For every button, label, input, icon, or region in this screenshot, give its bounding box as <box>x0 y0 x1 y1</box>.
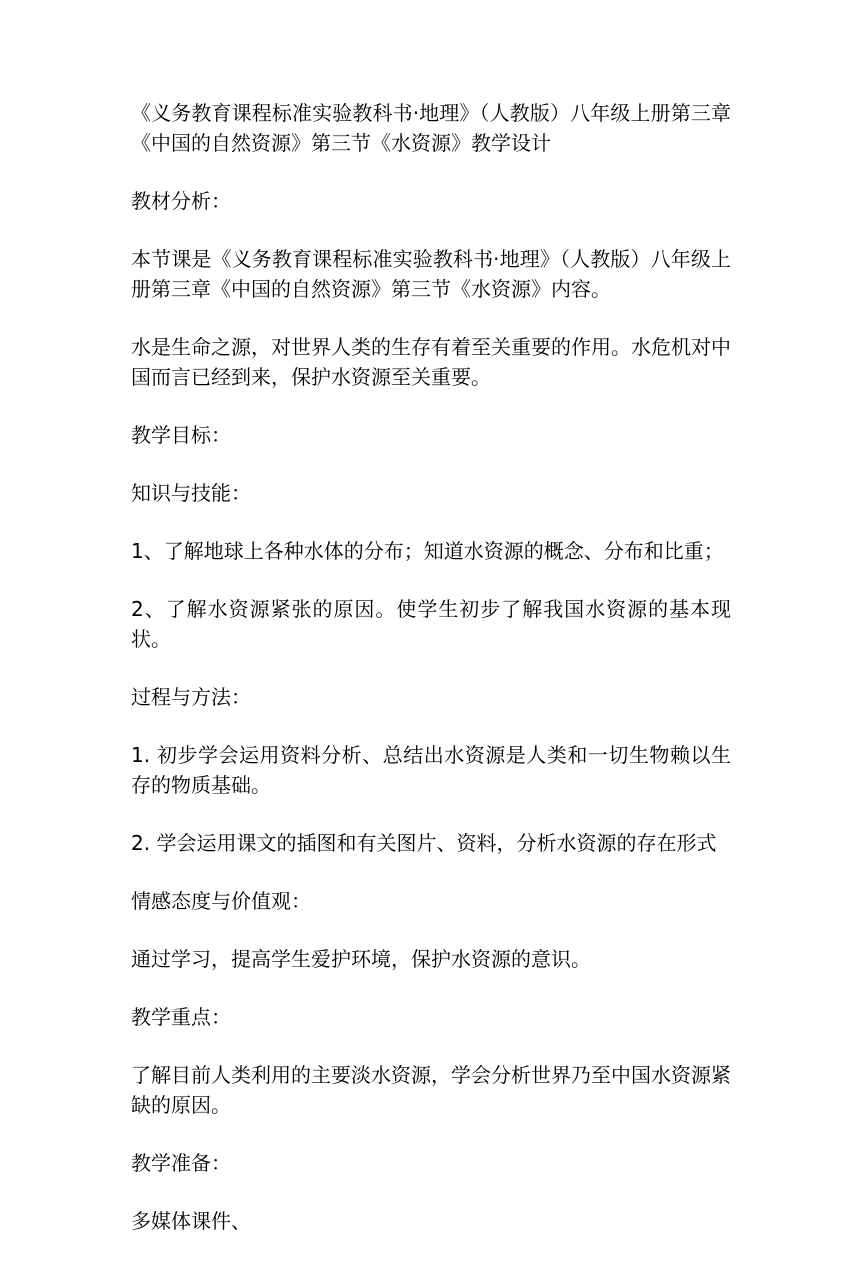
document-title: 《义务教育课程标准实验教科书·地理》（人教版）八年级上册第三章《中国的自然资源》第三节《水资源》教学设计 <box>131 101 731 155</box>
heading-material-analysis: 教材分析： <box>131 189 231 213</box>
paragraph-lesson-intro: 本节课是《义务教育课程标准实验教科书·地理》（人教版）八年级上册第三章《中国的自然资源》第三节《水资源》内容。 <box>131 247 731 301</box>
heading-knowledge-skills: 知识与技能： <box>131 481 251 505</box>
paragraph-teaching-focus: 了解目前人类利用的主要淡水资源，学会分析世界乃至中国水资源紧缺的原因。 <box>131 1063 731 1117</box>
heading-emotion-values: 情感态度与价值观： <box>131 889 311 913</box>
heading-process-method: 过程与方法： <box>131 685 251 709</box>
paragraph-water-importance: 水是生命之源，对世界人类的生存有着至关重要的作用。水危机对中国而言已经到来，保护水资源至关重要。 <box>131 335 731 389</box>
heading-teaching-goals: 教学目标： <box>131 423 231 447</box>
paragraph-teaching-prep: 多媒体课件、 <box>131 1209 251 1233</box>
list-item-process-2: 2. 学会运用课文的插图和有关图片、资料，分析水资源的存在形式 <box>131 831 717 855</box>
list-item-process-1: 1. 初步学会运用资料分析、总结出水资源是人类和一切生物赖以生存的物质基础。 <box>131 743 731 797</box>
heading-teaching-prep: 教学准备： <box>131 1151 231 1175</box>
document-body <box>131 98 731 1264</box>
list-item-knowledge-2: 2、了解水资源紧张的原因。使学生初步了解我国水资源的基本现状。 <box>131 597 731 651</box>
paragraph-emotion-values: 通过学习，提高学生爱护环境，保护水资源的意识。 <box>131 947 591 971</box>
heading-teaching-focus: 教学重点： <box>131 1005 231 1029</box>
list-item-knowledge-1: 1、了解地球上各种水体的分布；知道水资源的概念、分布和比重； <box>131 539 724 563</box>
